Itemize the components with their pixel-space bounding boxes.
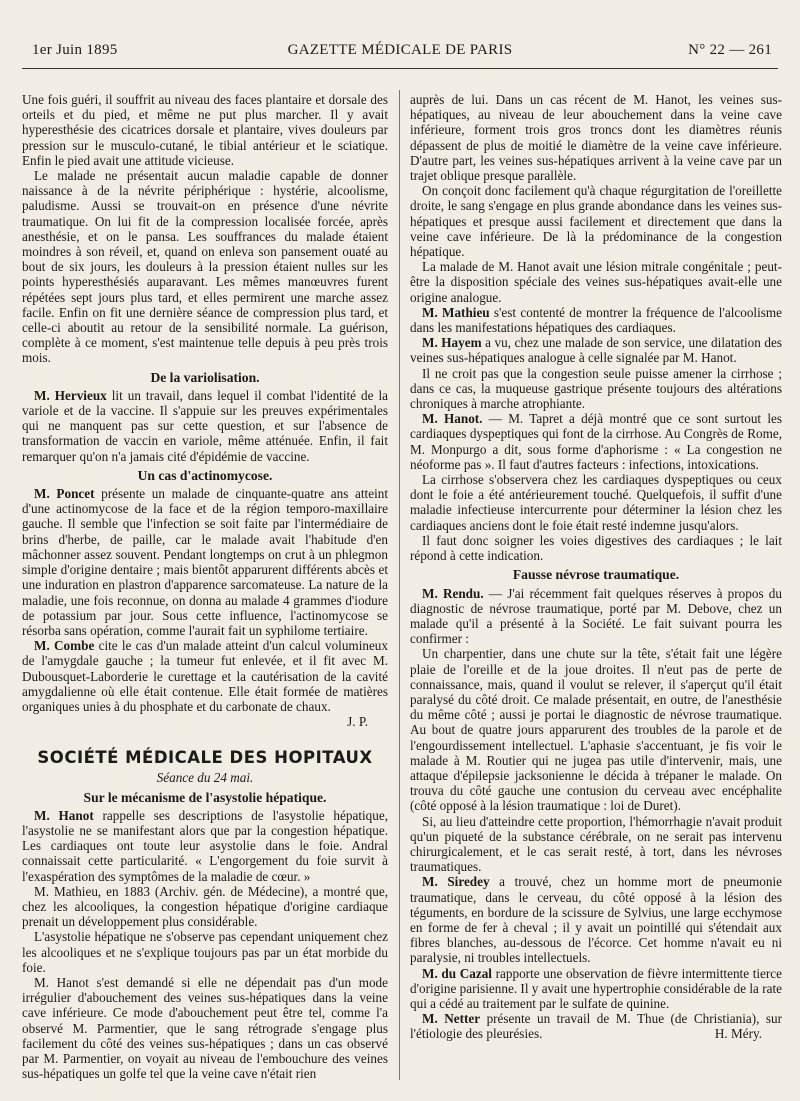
speaker-name: M. Hanot.: [422, 411, 483, 427]
paragraph-text: présente un malade de cinquante-quatre ans atteint d'une actinomycose de la face et de la région temporo-maxillaire gauche. Il semble que l'infection se soit faite par l'intermédiaire de brins d'herbe, de paille, car le malade avait l'habitude d'en mâchonner assez souvent. Pendant longtemps on crut à un phlegmon simple d'origine dentaire ; mais bientôt apparurent différents abcès et une induration en plastron d'apparence sarcomateuse. La nature de la maladie, une fois reconnue, on donna au malade 4 grammes d'iodure de potassium par jour. Sous cette influence, l'actinomycose se résorba sans opération, comme l'aurait fait un syphilome tertiaire.: [22, 486, 388, 638]
section-title-actinomycose: Un cas d'actinomycose.: [137, 467, 273, 483]
paragraph-text: a trouvé, chez un homme mort de pneumonie traumatique, dans le cerveau, du côté opposé à la lésion des téguments, en bordure de la scissure de Sylvius, une large ecchymose en forme de fer à cheval ; il y avait un pointillé qui s'étendait aux fibres blanches, au-dessous de l'écorce. Cet homme n'avait eu ni paralysie, ni troubles intellectuels.: [410, 874, 782, 966]
paragraph-hayem: [410, 335, 782, 365]
paragraph: La malade de M. Hanot avait une lésion mitrale congénitale ; peut-être la disposition spéciale des veines sus-hépatiques avait-elle une origine analogue.: [410, 259, 782, 305]
paragraph-text: — J'ai récemment fait quelques réserves à propos du diagnostic de névrose traumatique, porté par M. Debove, chez un malade qu'il a présenté à la Société. Le fait suivant pourra les confirmer :: [410, 585, 782, 647]
paragraph-netter: [410, 1011, 782, 1041]
paragraph: auprès de lui. Dans un cas récent de M. Hanot, les veines sus-hépatiques, au niveau de leur abouchement dans la veine cave inférieure, forment trois gros troncs dont les diamètres réunis dépassent de plus de moitié le diamètre de la veine cave inférieure. D'autre part, les veines sus-hépatiques arrivent à la veine cave par un trajet oblique presque parallèle.: [410, 92, 782, 184]
paragraph-mathieu: [410, 305, 782, 335]
paragraph: M. Hanot s'est demandé si elle ne dépendait pas d'un mode irrégulier d'abouchement des veines sus-hépatiques dans la veine cave inférieure. Ce mode d'abouchement peut être tel, comme l'a observé M. Parmentier, que le sang rétrograde s'engage plus facilement du côté des veines sus-hépatiques ; dans un cas observé par M. Parmentier, on voyait au niveau de l'embouchure des veines sus-hépatiques un golfe tel que la veine cave n'était rien: [22, 974, 388, 1082]
left-column: [22, 92, 388, 1081]
society-heading: SOCIÉTÉ MÉDICALE DES HOPITAUX: [37, 748, 373, 768]
issue-page-number: N° 22 — 261: [688, 42, 772, 58]
speaker-name: M. Combe: [34, 638, 95, 654]
paragraph-cazal: [410, 966, 782, 1012]
paragraph: La cirrhose s'observera chez les cardiaques dyspeptiques ou ceux dont le foie a été antérieurement touché. Quelquefois, il suffit d'une maladie infectieuse intercurrente pour déterminer la lésion chez les cardiaques anciens dont le foie était resté indemne jusqu'alors.: [410, 472, 782, 533]
speaker-name: M. du Cazal: [422, 965, 492, 981]
header-rule: [22, 68, 778, 69]
paragraph: Le malade ne présentait aucun maladie capable de donner naissance à de la névrite périphérique : hystérie, alcoolisme, paludisme. Aussi se trouvait-on en présence d'une névrite traumatique. On lui fit de la compression localisée forcée, après anesthésie, et on le pansa. Les souffrances du malade étaient moindres à son réveil, et, quand on enleva son pansement ouaté au bout de six jours, les douleurs à la pression étaient nulles sur les points hyperesthésiés auparavant. Les mêmes manœuvres furent répétées sept jours plus tard, et elles permirent une marche assez facile. Enfin on fit une dernière séance de compression plus tard, et celle-ci aboutit au retour de la sensibilité normale. La guérison, complète à ce moment, s'est maintenue telle depuis à peu près trois mois.: [22, 168, 388, 366]
paragraph-text: rappelle ses descriptions de l'asystolie hépatique, l'asystolie ne se manifestant alors que par la congestion hépatique. Les cardiaques ont toute leur asystolie dans le foie. Andral connaissait cette particularité. « L'engorgement du foie survit à l'exaspération des symptômes de la maladie de cœur. »: [22, 807, 388, 884]
issue-date: 1er Juin 1895: [32, 42, 118, 58]
section-title-nevrose: Fausse névrose traumatique.: [512, 567, 680, 583]
speaker-name: M. Netter: [422, 1011, 481, 1027]
paragraph-text: cite le cas d'un malade atteint d'un calcul volumineux de l'amygdale gauche ; la tumeur fut enlevée, et il fit avec M. Dubousquet-Laborderie le curettage et la cautérisation de la cavité amygdalienne où elle était contenue. Elle était formée de matières organiques unies à du phosphate et du carbonate de chaux.: [22, 638, 388, 714]
speaker-name: M. Hervieux: [34, 387, 107, 403]
paragraph-text: a vu, chez une malade de son service, une dilatation des veines sus-hépatiques analogue à celle signalée par M. Hanot.: [410, 335, 782, 366]
column-divider: [399, 90, 400, 1080]
paragraph: Une fois guéri, il souffrit au niveau des faces plantaire et dorsale des orteils et du pied, et même ne put plus marcher. Il y avait hyperesthésie des cicatrices dorsale et plantaire, vives douleurs par pression sur le musculo-cutané, le tibial antérieur et le sciatique. Enfin le pied avait une attitude vicieuse.: [22, 92, 388, 168]
paragraph-text: s'est contenté de montrer la fréquence de l'alcoolisme dans les manifestations hépatiques des cardiaques.: [410, 304, 782, 336]
paragraph: M. Mathieu, en 1883 (Archiv. gén. de Médecine), a montré que, chez les alcooliques, la congestion hépatique d'origine cardiaque prenait un développement plus considérable.: [22, 883, 388, 930]
paragraph: On conçoit donc facilement qu'à chaque régurgitation de l'oreillette droite, le sang s'engage en plus grande abondance dans les veines sus-hépatiques et presque aussi facilement et directement que dans la veine cave inférieure. De là la prédominance de la congestion hépatique.: [410, 183, 782, 260]
speaker-name: M. Mathieu: [422, 304, 490, 320]
paragraph-hanot-reply: [410, 411, 782, 472]
journal-title: GAZETTE MÉDICALE DE PARIS: [287, 42, 513, 58]
seance-date: Séance du 24 mai.: [156, 770, 254, 786]
paragraph: Si, au lieu d'atteindre cette proportion, l'hémorrhagie n'avait produit qu'un piqueté de la substance cérébrale, on ne serait pas intervenu chirurgicalement, et le cas serait resté, à tort, dans les névroses traumatiques.: [410, 813, 782, 875]
right-column: [410, 92, 782, 1042]
paragraph-hervieux: [22, 388, 388, 464]
paragraph-siredey: [410, 874, 782, 965]
paragraph: Il ne croit pas que la congestion seule puisse amener la cirrhose ; dans ce cas, la muqueuse gastrique présente toujours des altérations chroniques à marche atrophiante.: [410, 365, 782, 412]
paragraph-hanot: [22, 808, 388, 884]
paragraph: L'asystolie hépatique ne s'observe pas cependant uniquement chez les alcooliques et ne s'explique toujours pas par un état morbide du foie.: [22, 929, 388, 975]
section-title-variolisation: De la variolisation.: [150, 369, 260, 385]
paragraph: Il faut donc soigner les voies digestives des cardiaques ; le lait répond à cette indication.: [410, 532, 782, 564]
section-title-asystolie: Sur le mécanisme de l'asystolie hépatique.: [83, 789, 327, 805]
paragraph-text: présente un travail de M. Thue (de Christiania), sur l'étiologie des pleurésies.: [410, 1011, 782, 1042]
speaker-name: M. Hayem: [422, 335, 482, 351]
paragraph-text: rapporte une observation de fièvre intermittente tierce d'origine parisienne. Il y avait une hypertrophie considérable de la rate qui a cédé au traitement par le sulfate de quinine.: [410, 965, 783, 1011]
paragraph-text: — M. Tapret a déjà montré que ce sont surtout les cardiaques dyspeptiques qui font de la cirrhose. Au Congrès de Rome, M. Monpurgo a dit, sous forme d'aphorisme : « La congestion ne néoforme pas ». Il faut d'autres facteurs : infections, intoxications.: [410, 411, 782, 472]
speaker-name: M. Siredey: [422, 874, 490, 890]
paragraph-combe: [22, 638, 388, 714]
paragraph-rendu: [410, 586, 782, 647]
speaker-name: M. Hanot: [34, 807, 94, 823]
paragraph-poncet: [22, 486, 388, 638]
speaker-name: M. Rendu.: [422, 585, 484, 601]
signature-jp: J. P.: [347, 714, 368, 730]
running-head: [22, 42, 778, 66]
paragraph: Un charpentier, dans une chute sur la tête, s'était fait une légère plaie de l'oreille et de la joue droites. Il n'eut pas de perte de connaissance, mais, quand il voulut se relever, il s'aperçut qu'il était paralysé du côté droit. Ce malade présentait, en outre, de l'anesthésie du même côté ; aussi je portai le diagnostic de névrose traumatique. Au bout de quatre jours apparurent des troubles de la parole et de l'engourdissement intellectuel. L'aphasie s'accentuant, je fis voir le malade à M. Routier qui ne jugea pas utile d'intervenir, mais, une attaque d'épilepsie jacksonienne le décida à trépaner le malade. On trouva du côté gauche une contusion du cerveau avec encéphalite (côté opposé à la lésion traumatique : loi de Duret).: [410, 646, 782, 814]
signature-mery: H. Méry.: [714, 1026, 762, 1042]
speaker-name: M. Poncet: [34, 486, 95, 502]
paragraph-text: lit un travail, dans lequel il combat l'identité de la variole et de la vaccine. Il s'appuie sur les preuves expérimentales qui ne manquent pas sur cette question, et sur l'absence de transformation de vaccin en variole, même atténuée. Enfin, il fait remarquer qu'on n'a jamais cité d'épidémie de vaccine.: [22, 387, 388, 464]
